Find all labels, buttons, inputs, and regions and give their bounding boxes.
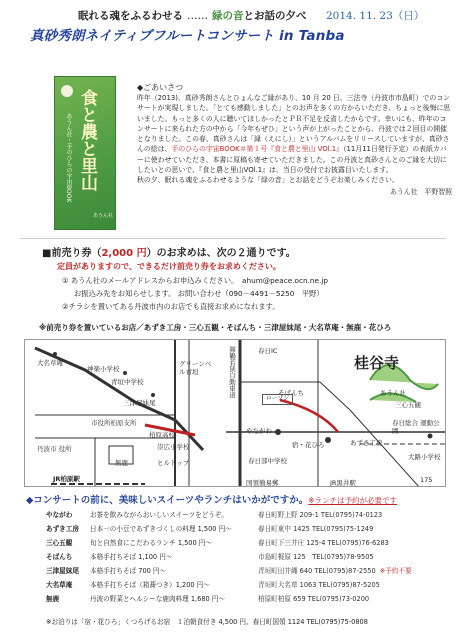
shop-desc: 丹波の野菜とヘルシーな鹿肉料理 1,680 円～ bbox=[90, 595, 225, 603]
ticket-note: 定員がありますので、できるだけ前売り券をお求めください。 bbox=[57, 262, 281, 271]
access-map bbox=[24, 339, 446, 487]
map-label-city-office-branch: 市役所柏原支所 bbox=[91, 419, 137, 427]
shop-name: そばんち bbox=[46, 553, 73, 561]
lodging-note: ※お泊りは「宿・花ひろ」くつろげるお宿 １泊朝食付き 4,500 円。春日町国領 1124 TEL(0795)75-0808 bbox=[46, 618, 368, 626]
ticket-line-email: ① あうん社のメールアドレスからお申込みください。 ahum@peace.ocn.ne.jp bbox=[62, 276, 329, 285]
tagline-green-text: 緑の音 bbox=[212, 10, 244, 22]
shop-address: 柏原町柏原 659 TEL(0795)73-0200 bbox=[258, 595, 370, 603]
shop-name: 大名草庵 bbox=[46, 581, 73, 589]
shop-name: あずき工房 bbox=[46, 525, 79, 533]
shop-address: 青垣町大名草 1063 TEL(0795)87-5205 bbox=[258, 581, 380, 589]
shop-row bbox=[46, 579, 380, 589]
event-title: 真砂秀朗ネイティブフルートコンサート in Tanba bbox=[30, 28, 345, 44]
shop-address: 市島町梶原 125 TEL(0795)78-9505 bbox=[258, 553, 374, 561]
greeting-paragraph bbox=[137, 93, 452, 175]
shop-row bbox=[46, 509, 382, 519]
shop-desc: 日本一の小豆であずきづくしの料理 1,500 円～ bbox=[90, 525, 232, 533]
map-label-expressway: 舞鶴若狭自動車道 bbox=[228, 346, 236, 398]
shop-name: 無鹿 bbox=[46, 595, 60, 603]
book-series: あうん社・手のひらの宇宙BOOK bbox=[65, 113, 72, 203]
store-list: ※前売り券を置いているお店／あずき工房・三心五観・そばんち・三津屋妹尾・大名草庵・無鹿・花ひろ bbox=[39, 323, 392, 332]
map-label-greenbell: グリーンベル青垣 bbox=[179, 360, 212, 376]
shop-row bbox=[46, 537, 389, 547]
ticket-line-contact: お振込み先をお知らせします。 お問い合わせ（090－4491－5250 平野） bbox=[74, 289, 324, 298]
map-label-station: JR黒井駅 bbox=[330, 479, 356, 487]
ticket-price: 2,000 円 bbox=[101, 248, 147, 259]
greeting-closing: 秋の夕、眠れる魂をふるわせるような「緑の音」とお話をどうぞお楽しみください。 bbox=[137, 176, 399, 185]
publisher-logo-icon bbox=[61, 85, 73, 97]
lunch-heading-text: ◆コンサートの前に、美味しいスイーツやランチはいかがですか。 bbox=[26, 495, 309, 506]
shop-desc: お茶を飲みながらおいしいスイーツをどうぞ。 bbox=[90, 511, 228, 519]
map-kasuga bbox=[220, 340, 446, 487]
map-label-hilltop: ヒルトップ bbox=[157, 459, 190, 467]
map-label-route: 175 bbox=[420, 476, 433, 484]
greeting-text-tail: （11月11日発行予定）の表紙カバーに使わせていただき、本書に原稿も寄せていただきました。この丹波と真砂さんとのご縁を大切にしたいとの思いで、『食と農と里山VOl.1』は、当日の受付でお披露目いたします。 bbox=[137, 145, 447, 175]
shop-address: 春日町野上野 209-1 TEL(0795)74-0123 bbox=[258, 511, 383, 519]
map-label-kasuga-ic: 春日IC bbox=[258, 347, 278, 355]
shop-address: 青垣町田井縄 640 TEL(0795)87-2550 bbox=[258, 567, 376, 575]
lunch-reservation-note: ※ランチは予約が必要です bbox=[308, 496, 398, 505]
shop-row bbox=[46, 565, 412, 575]
map-label-hanahiro: 宿・花ひろ bbox=[292, 441, 325, 449]
book-publisher: あうん社 bbox=[93, 213, 114, 219]
tagline-dots: …… bbox=[187, 10, 208, 22]
greeting-signature: あうん社 平野智照 bbox=[389, 187, 452, 196]
event-date: 2014. 11. 23（日） bbox=[326, 10, 425, 22]
book-title: 食と農と里山 bbox=[77, 89, 97, 191]
keikokuji-temple-label: 桂谷寺 bbox=[354, 354, 400, 372]
map-label-jr-kaibara: JR柏原駅 bbox=[53, 475, 80, 483]
tagline-text: 眠れる魂をふるわせる bbox=[78, 10, 183, 22]
map-label-konbini: ローソン bbox=[262, 394, 293, 405]
shop-name: やながわ bbox=[46, 511, 73, 519]
map-label-kokuryo: 国領簡易郵 bbox=[246, 479, 279, 487]
ticket-line-stores: ②チラシを置いてある丹波市内のお店でも直接お求めになれます。 bbox=[62, 302, 280, 311]
ticket-heading bbox=[42, 244, 296, 259]
map-label-city-office: 丹波市 役所 bbox=[37, 445, 72, 453]
shop-remark: ※予約不要 bbox=[379, 567, 412, 575]
map-label-mitsuya: 三津屋妹尾 bbox=[123, 399, 156, 407]
shop-name: 三心五観 bbox=[46, 539, 73, 547]
lunch-heading bbox=[26, 492, 397, 506]
map-label-azuki: あずき工房 bbox=[350, 439, 383, 447]
shop-row bbox=[46, 593, 369, 603]
map-label-aunsha: あうん社 bbox=[380, 389, 406, 397]
shop-address: 春日町下三井庄 125-4 TEL(0795)76-6283 bbox=[258, 539, 389, 547]
map-aogaki-kaibara bbox=[25, 340, 215, 487]
shop-row bbox=[46, 523, 373, 533]
greeting-book-highlight: 手のひらの宇宙BOOK＃第１号『食と農と里山 VOl.1』 bbox=[171, 145, 344, 154]
greeting-text: 昨年（2013)、真砂秀朗さんとひょんなご縁があり、10 月 20 日、三法寺（丹波市市島町）でのコンサートが実現しました。「とても感動しました」とのお声を多くの方からいただき、ちょっと後悔に思いました。もっと多くの人に聴いてほしかったとＰＲ不足を反省したからです。幸いにも、昨年のコンサートに来られた方の中から「今年もぜひ」という声が上がったことから、丹波では２回目の開催となりました。この春、真砂さんは「縁（えにし）」というアルバムをリリースしていますが、真砂さんの絵は、 bbox=[137, 94, 451, 154]
map-label-kaibara-hs: 柏原高校 bbox=[149, 431, 175, 439]
map-label-kasuga-hs: 春日部中学校 bbox=[248, 457, 287, 465]
tagline-suffix: とお話の夕べ bbox=[243, 10, 307, 22]
shop-row bbox=[46, 551, 374, 561]
map-label-sobanchi: そばんち bbox=[278, 389, 304, 397]
shop-desc: 旬と自然食にこだわるランチ 1,500 円～ bbox=[90, 539, 212, 547]
shop-desc: 本格手打ちそば（箱蕎つき）1,200 円～ bbox=[90, 581, 210, 589]
map-label-yanagawa: やながわ bbox=[246, 427, 272, 435]
map-label-sanshin: 三心五観 bbox=[395, 401, 421, 409]
book-cover-image bbox=[54, 76, 116, 230]
map-label-stadium: 春日総合 運動公園 bbox=[392, 419, 440, 435]
map-label-school-3: 崇広小学校 bbox=[157, 443, 190, 451]
greeting-body bbox=[137, 93, 452, 197]
event-tagline bbox=[78, 8, 307, 23]
map-label-ohji: 大路小学校 bbox=[408, 453, 441, 461]
ticket-heading-a: ■前売り券（ bbox=[42, 248, 102, 259]
shop-desc: 本格手打ちそば 1,100 円～ bbox=[90, 553, 173, 561]
divider bbox=[20, 238, 446, 239]
shop-name: 三津屋妹尾 bbox=[46, 567, 79, 575]
shop-desc: 本格手打ちそば 700 円～ bbox=[90, 567, 167, 575]
greeting-heading: ◆ごあいさつ bbox=[137, 83, 184, 92]
map-label-ohnagusa: 大名草庵 bbox=[37, 359, 63, 367]
ticket-heading-b: ）のお求めは、次の２通りです。 bbox=[146, 248, 296, 259]
map-label-mushika: 無鹿 bbox=[115, 459, 128, 467]
map-label-school-2: 青垣中学校 bbox=[111, 378, 144, 386]
map-label-school-1: 神楽小学校 bbox=[87, 365, 120, 373]
shop-address: 春日町東中 1425 TEL(0795)75-1249 bbox=[258, 525, 374, 533]
